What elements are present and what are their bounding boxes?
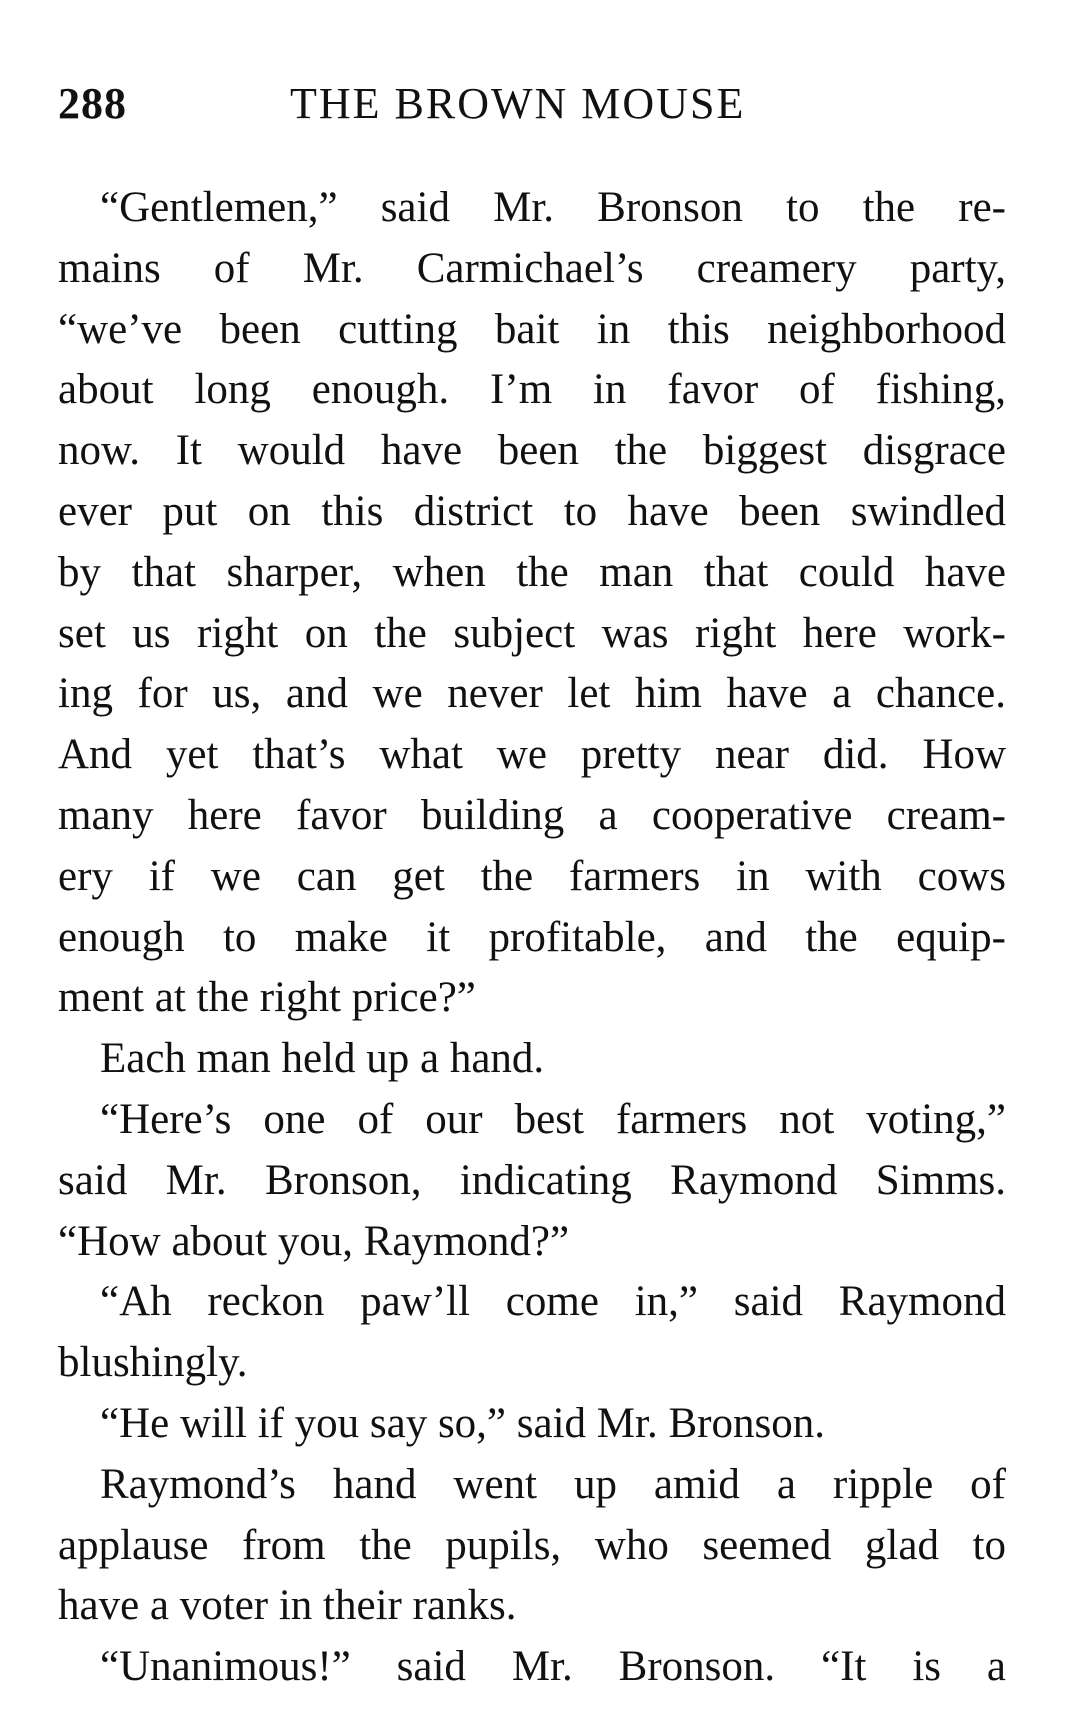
text-line: “How about you, Raymond?” — [58, 1217, 570, 1265]
text-line: blushingly. — [58, 1339, 248, 1387]
text-line: said Mr. Bronson, indicating Raymond Simms. — [58, 1156, 1006, 1204]
page-header — [58, 78, 1018, 134]
text-line: by that sharper, when the man that could have — [58, 548, 1006, 596]
text-line: about long enough. I’m in favor of fishing, — [58, 366, 1006, 414]
text-line: set us right on the subject was right here work- — [58, 609, 1006, 657]
text-line: “we’ve been cutting bait in this neighborhood — [58, 305, 1006, 353]
text-line: ever put on this district to have been swindled — [58, 487, 1006, 535]
text-line: mains of Mr. Carmichael’s creamery party, — [58, 244, 1006, 292]
text-line: many here favor building a cooperative cream- — [58, 791, 1006, 839]
text-line: “Here’s one of our best farmers not voting,” — [100, 1095, 1006, 1143]
text-line: “Gentlemen,” said Mr. Bronson to the re- — [100, 184, 1006, 231]
body-text — [58, 178, 1006, 1698]
text-line: Each man held up a hand. — [100, 1035, 545, 1083]
text-line: “Unanimous!” said Mr. Bronson. “It is a — [100, 1643, 1006, 1691]
text-line: “Ah reckon paw’ll come in,” said Raymond — [100, 1278, 1006, 1326]
text-line: Raymond’s hand went up amid a ripple of — [100, 1460, 1006, 1508]
text-line: enough to make it profitable, and the equip- — [58, 913, 1006, 961]
text-line: have a voter in their ranks. — [58, 1582, 517, 1630]
text-line: ment at the right price?” — [58, 974, 476, 1022]
text-line: ery if we can get the farmers in with cows — [58, 852, 1006, 900]
page-number: 288 — [58, 79, 127, 128]
text-line: applause from the pupils, who seemed glad to — [58, 1521, 1006, 1569]
text-line: ing for us, and we never let him have a chance. — [58, 670, 1006, 718]
text-line: now. It would have been the biggest disgrace — [58, 427, 1006, 475]
running-title: THE BROWN MOUSE — [290, 79, 746, 128]
text-line: “He will if you say so,” said Mr. Bronson. — [100, 1399, 825, 1447]
text-line: And yet that’s what we pretty near did. How — [58, 731, 1006, 779]
